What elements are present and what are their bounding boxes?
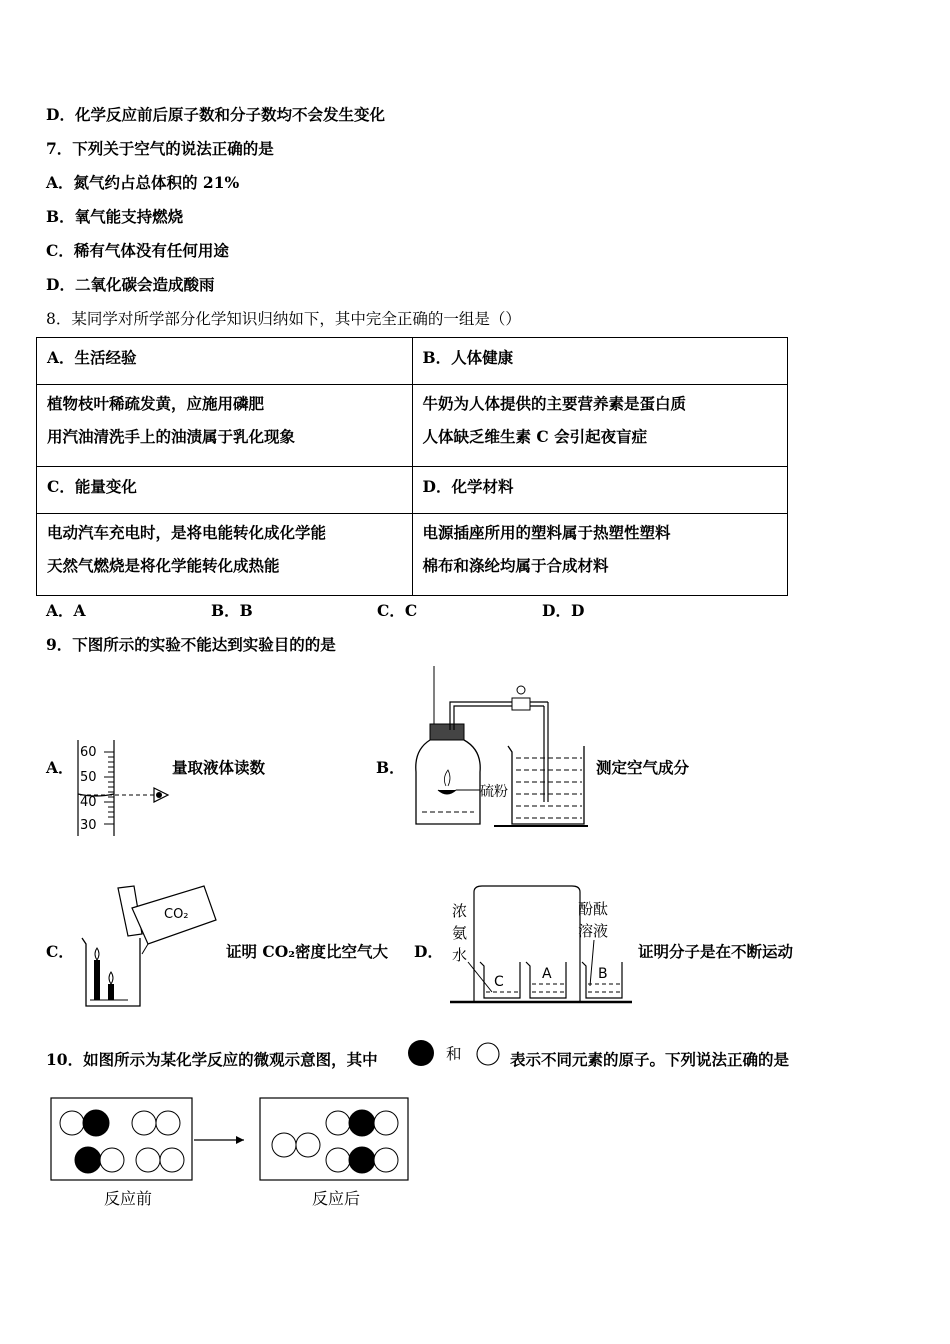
q8-cell-c-header: C．能量变化 [37,467,413,514]
q8-stem: 8．某同学对所学部分化学知识归纳如下，其中完全正确的一组是（） [46,310,521,328]
q9-d-left-2: 氨 [452,924,468,942]
q8-a-line1: 植物枝叶稀疏发黄，应施用磷肥 [47,394,265,413]
q9-d-beaker-c: C [494,974,504,990]
q7-option-a: A．氮气约占总体积的 21% [46,173,240,192]
q9-caption-b: 测定空气成分 [596,758,690,777]
q8-table [36,337,788,596]
q9-fig-b-apparatus [408,662,590,832]
q8-cell-b-body [412,385,788,467]
q8-cell-d-header: D．化学材料 [412,467,788,514]
q10-stem-and: 和 [446,1045,462,1063]
q8-answer-d: D．D [542,601,585,620]
q9-a-tick-40: 40 [80,795,97,810]
q9-d-left-1: 浓 [452,902,468,920]
q10-white-atom-icon [474,1040,502,1068]
q8-cell-d-body [412,514,788,596]
q8-cell-c-body [37,514,413,596]
q9-fig-a-graduated-cylinder [68,738,178,840]
q8-d-line2: 棉布和涤纶均属于合成材料 [422,556,609,575]
q9-d-beaker-a: A [542,966,552,982]
q8-cell-a-body [37,385,413,467]
q9-label-d: D． [414,942,443,961]
q8-b-line2: 人体缺乏维生素 C 会引起夜盲症 [422,427,648,446]
q9-d-right-2: 溶液 [578,922,609,940]
q9-fig-d-bell-jar [448,882,634,1010]
q9-stem: 9．下图所示的实验不能达到实验目的的是 [46,635,336,654]
q8-a-line2: 用汽油清洗手上的油渍属于乳化现象 [47,427,296,446]
q8-b-line1: 牛奶为人体提供的主要营养素是蛋白质 [422,394,687,413]
q8-c-line2: 天然气燃烧是将化学能转化成热能 [47,556,280,575]
q10-after-label: 反应后 [312,1189,361,1208]
q8-answer-b: B．B [211,601,253,620]
q7-option-d: D．二氧化碳会造成酸雨 [46,275,215,294]
q9-label-b: B． [376,758,405,777]
q7-option-b: B．氧气能支持燃烧 [46,207,184,226]
q9-caption-a: 量取液体读数 [172,758,266,777]
q8-answer-a: A．A [46,601,86,620]
q9-c-bottle-label: CO₂ [164,907,189,922]
q9-label-a: A． [46,758,74,777]
q9-label-c: C． [46,942,74,961]
q10-reaction-diagram [48,1096,414,1212]
q10-stem-pre: 10．如图所示为某化学反应的微观示意图，其中 [46,1050,378,1069]
q8-c-line1: 电动汽车充电时，是将电能转化成化学能 [47,523,327,542]
q8-cell-a-header: A．生活经验 [37,338,413,385]
q10-stem-post: 表示不同元素的原子。下列说法正确的是 [510,1050,790,1069]
q9-caption-c: 证明 CO₂密度比空气大 [226,942,389,961]
q7-stem: 7．下列关于空气的说法正确的是 [46,139,274,158]
q10-black-atom-icon [406,1038,436,1068]
q8-cell-b-header: B．人体健康 [412,338,788,385]
q7-option-c: C．稀有气体没有任何用途 [46,241,229,260]
q9-a-tick-60: 60 [80,745,97,760]
q9-a-tick-50: 50 [80,770,97,785]
q10-before-label: 反应前 [104,1189,153,1208]
q9-fig-c-beaker [78,884,220,1012]
q9-d-right-1: 酚酞 [578,900,609,918]
q8-d-line1: 电源插座所用的塑料属于热塑性塑料 [422,523,671,542]
q9-d-beaker-b: B [598,966,608,982]
q9-d-left-3: 水 [452,946,468,964]
q9-b-label: 硫粉 [480,784,508,800]
q9-a-tick-30: 30 [80,818,97,833]
q6-option-d: D．化学反应前后原子数和分子数均不会发生变化 [46,105,385,124]
q9-caption-d: 证明分子是在不断运动 [638,942,794,961]
q8-answer-c: C．C [377,601,418,620]
